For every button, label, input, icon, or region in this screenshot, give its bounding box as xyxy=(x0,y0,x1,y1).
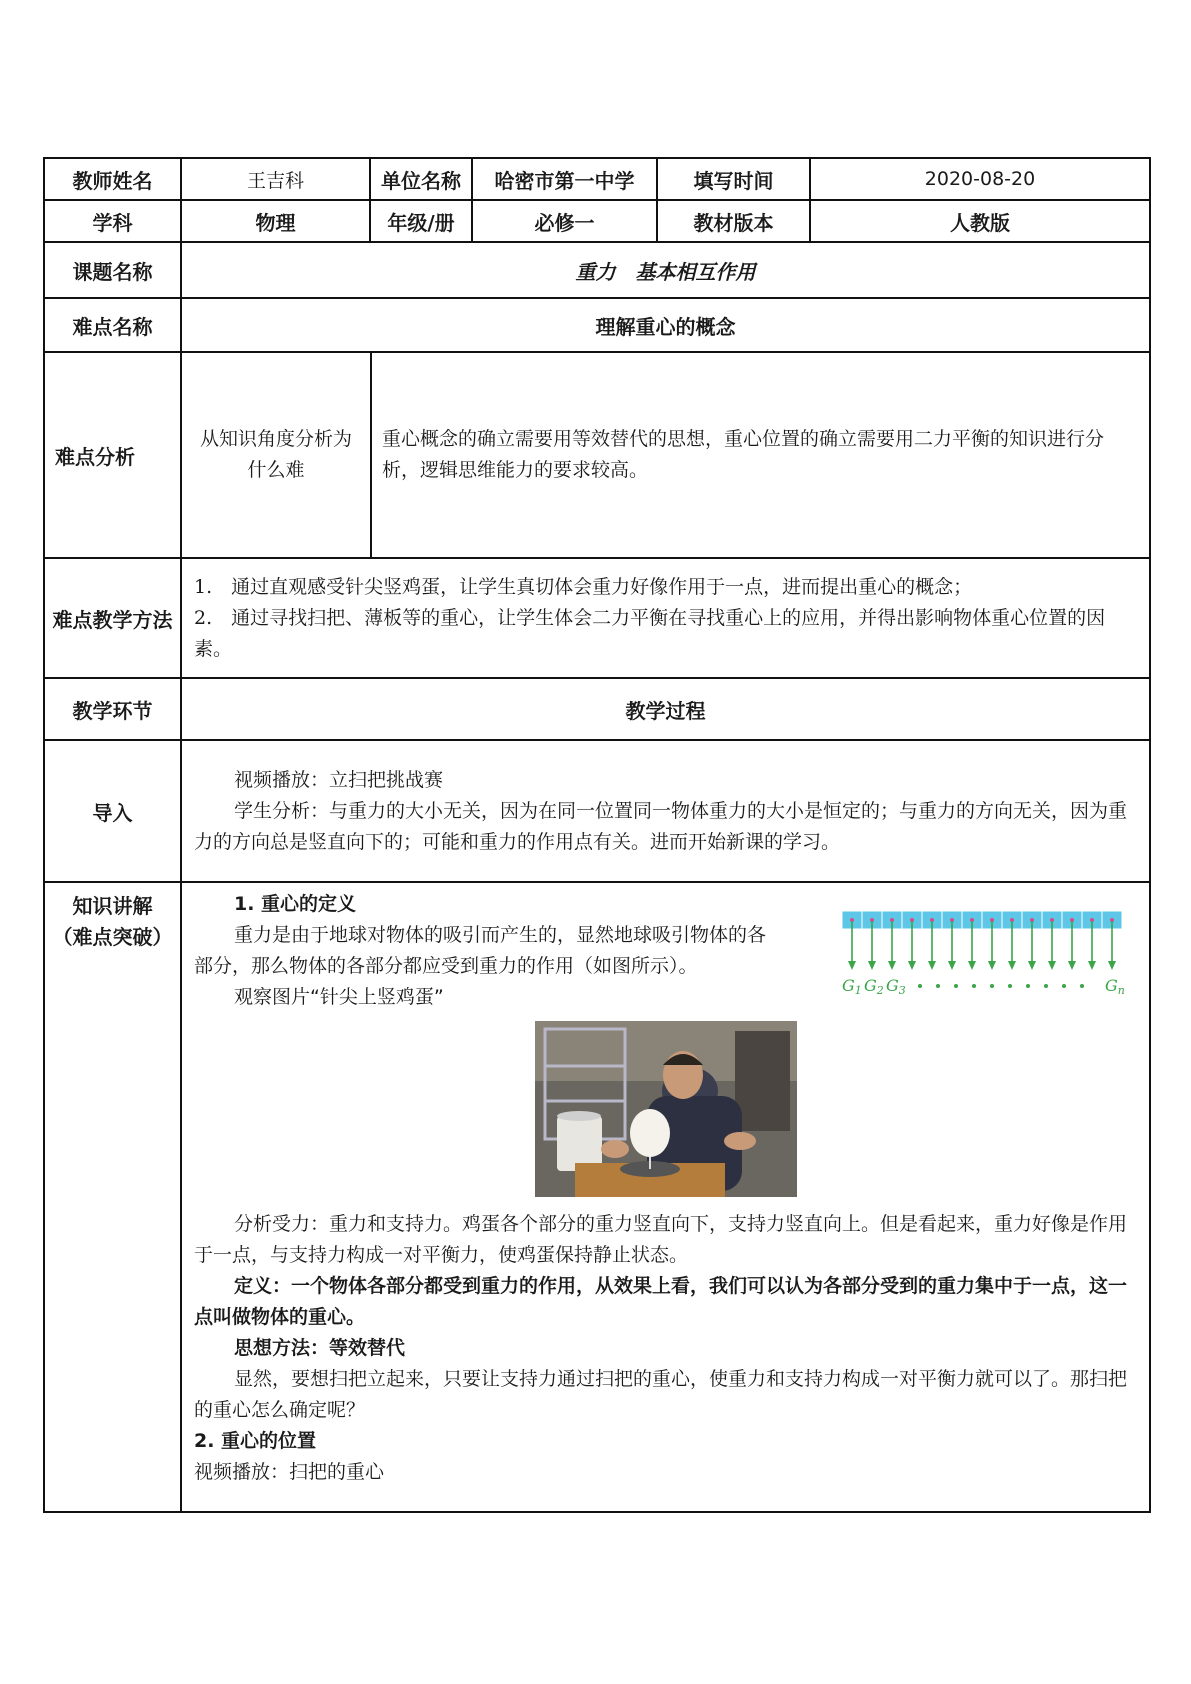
gravity-arrow-head xyxy=(1108,961,1116,970)
row-difficulty xyxy=(44,298,1150,352)
edition-value: 人教版 xyxy=(810,200,1150,242)
subject-value: 物理 xyxy=(181,200,370,242)
method-item-2: 2. 通过寻找扫把、薄板等的重心，让学生体会二力平衡在寻找重心上的应用，并得出影响物体重心位置的因素。 xyxy=(194,606,1106,660)
gravity-arrow-head xyxy=(1048,961,1056,970)
gravity-arrow-head xyxy=(888,961,896,970)
label-g2: G2 xyxy=(864,976,884,997)
date-value: 2020-08-20 xyxy=(810,158,1150,200)
knowledge-p7: 视频播放：扫把的重心 xyxy=(194,1461,385,1483)
difficulty-label: 难点名称 xyxy=(44,298,181,352)
process-header-left: 教学环节 xyxy=(44,678,181,740)
label-gn: Gn xyxy=(1105,976,1125,997)
ellipsis-dot xyxy=(972,984,976,988)
row-topic xyxy=(44,242,1150,298)
ellipsis-dot xyxy=(1080,984,1084,988)
gravity-arrow-head xyxy=(848,961,856,970)
gravity-arrow-head xyxy=(968,961,976,970)
gravity-arrow-head xyxy=(1028,961,1036,970)
gravity-arrow-head xyxy=(908,961,916,970)
gravity-arrow-head xyxy=(1068,961,1076,970)
difficulty-value: 理解重心的概念 xyxy=(181,298,1150,352)
ellipsis-dot xyxy=(936,984,940,988)
row-subject xyxy=(44,200,1150,242)
row-analysis xyxy=(44,352,1150,558)
section-2-heading: 2. 重心的位置 xyxy=(194,1430,317,1452)
knowledge-p3: 分析受力：重力和支持力。鸡蛋各个部分的重力竖直向下，支持力竖直向上。但是看起来，重力好像是作用于一点，与支持力构成一对平衡力，使鸡蛋保持静止状态。 xyxy=(194,1213,1128,1266)
egg-on-needle-photo xyxy=(535,1021,797,1197)
analysis-label: 难点分析 xyxy=(44,352,181,558)
ellipsis-dot xyxy=(1008,984,1012,988)
row-knowledge xyxy=(44,882,1150,1512)
intro-p2: 学生分析：与重力的大小无关，因为在同一位置同一物体重力的大小是恒定的；与重力的方向无关，因为重力的方向总是竖直向下的；可能和重力的作用点有关。进而开始新课的学习。 xyxy=(194,799,1128,853)
knowledge-p1: 重力是由于地球对物体的吸引而产生的，显然地球吸引物体的各部分，那么物体的各部分都应受到重力的作用（如图所示）。 xyxy=(194,924,767,977)
lesson-plan-table xyxy=(43,157,1151,1513)
row-teacher xyxy=(44,158,1150,200)
knowledge-p5: 思想方法：等效替代 xyxy=(234,1337,406,1359)
section-1-heading: 1. 重心的定义 xyxy=(234,893,357,915)
topic-label: 课题名称 xyxy=(44,242,181,298)
topic-value: 重力 基本相互作用 xyxy=(181,242,1150,298)
row-process-header xyxy=(44,678,1150,740)
analysis-text: 重心概念的确立需要用等效替代的思想，重心位置的确立需要用二力平衡的知识进行分析，逻辑思维能力的要求较高。 xyxy=(382,428,1105,481)
teacher-label: 教师姓名 xyxy=(44,158,181,200)
method-label: 难点教学方法 xyxy=(44,558,181,678)
knowledge-p4: 定义：一个物体各部分都受到重力的作用，从效果上看，我们可以认为各部分受到的重力集中于一点，这一点叫做物体的重心。 xyxy=(194,1275,1128,1328)
gravity-arrow-head xyxy=(928,961,936,970)
intro-p1: 视频播放：立扫把挑战赛 xyxy=(234,768,444,791)
knowledge-label-1: 知识讲解 xyxy=(72,894,153,918)
lesson-plan-sheet xyxy=(43,157,1149,1513)
grade-label: 年级/册 xyxy=(370,200,472,242)
ellipsis-dot xyxy=(1062,984,1066,988)
date-label: 填写时间 xyxy=(657,158,810,200)
method-item-1: 1. 通过直观感受针尖竖鸡蛋，让学生真切体会重力好像作用于一点，进而提出重心的概念； xyxy=(194,575,973,598)
gravity-arrow-head xyxy=(988,961,996,970)
edition-label: 教材版本 xyxy=(657,200,810,242)
teacher-value: 王吉科 xyxy=(181,158,370,200)
gravity-arrow-head xyxy=(948,961,956,970)
ellipsis-dot xyxy=(990,984,994,988)
unit-value: 哈密市第一中学 xyxy=(472,158,657,200)
row-intro xyxy=(44,740,1150,882)
gravity-arrow-head xyxy=(1008,961,1016,970)
gravity-parts-figure xyxy=(840,907,1125,997)
gravity-arrow-head xyxy=(868,961,876,970)
process-header-right: 教学过程 xyxy=(181,678,1150,740)
label-g1: G1 xyxy=(842,976,862,997)
gravity-arrow-head xyxy=(1088,961,1096,970)
ellipsis-dot xyxy=(1026,984,1030,988)
unit-label: 单位名称 xyxy=(370,158,472,200)
analysis-sub-label: 从知识角度分析为什么难 xyxy=(182,353,372,557)
ellipsis-dot xyxy=(954,984,958,988)
grade-value: 必修一 xyxy=(472,200,657,242)
knowledge-label-2: （难点突破） xyxy=(52,925,173,949)
intro-label: 导入 xyxy=(44,740,181,882)
label-g3: G3 xyxy=(886,976,906,997)
knowledge-p6: 显然，要想扫把立起来，只要让支持力通过扫把的重心，使重力和支持力构成一对平衡力就可以了。那扫把的重心怎么确定呢？ xyxy=(194,1368,1128,1421)
ellipsis-dot xyxy=(1044,984,1048,988)
ellipsis-dot xyxy=(918,984,922,988)
subject-label: 学科 xyxy=(44,200,181,242)
row-method xyxy=(44,558,1150,678)
knowledge-p2: 观察图片“针尖上竖鸡蛋” xyxy=(234,986,444,1008)
